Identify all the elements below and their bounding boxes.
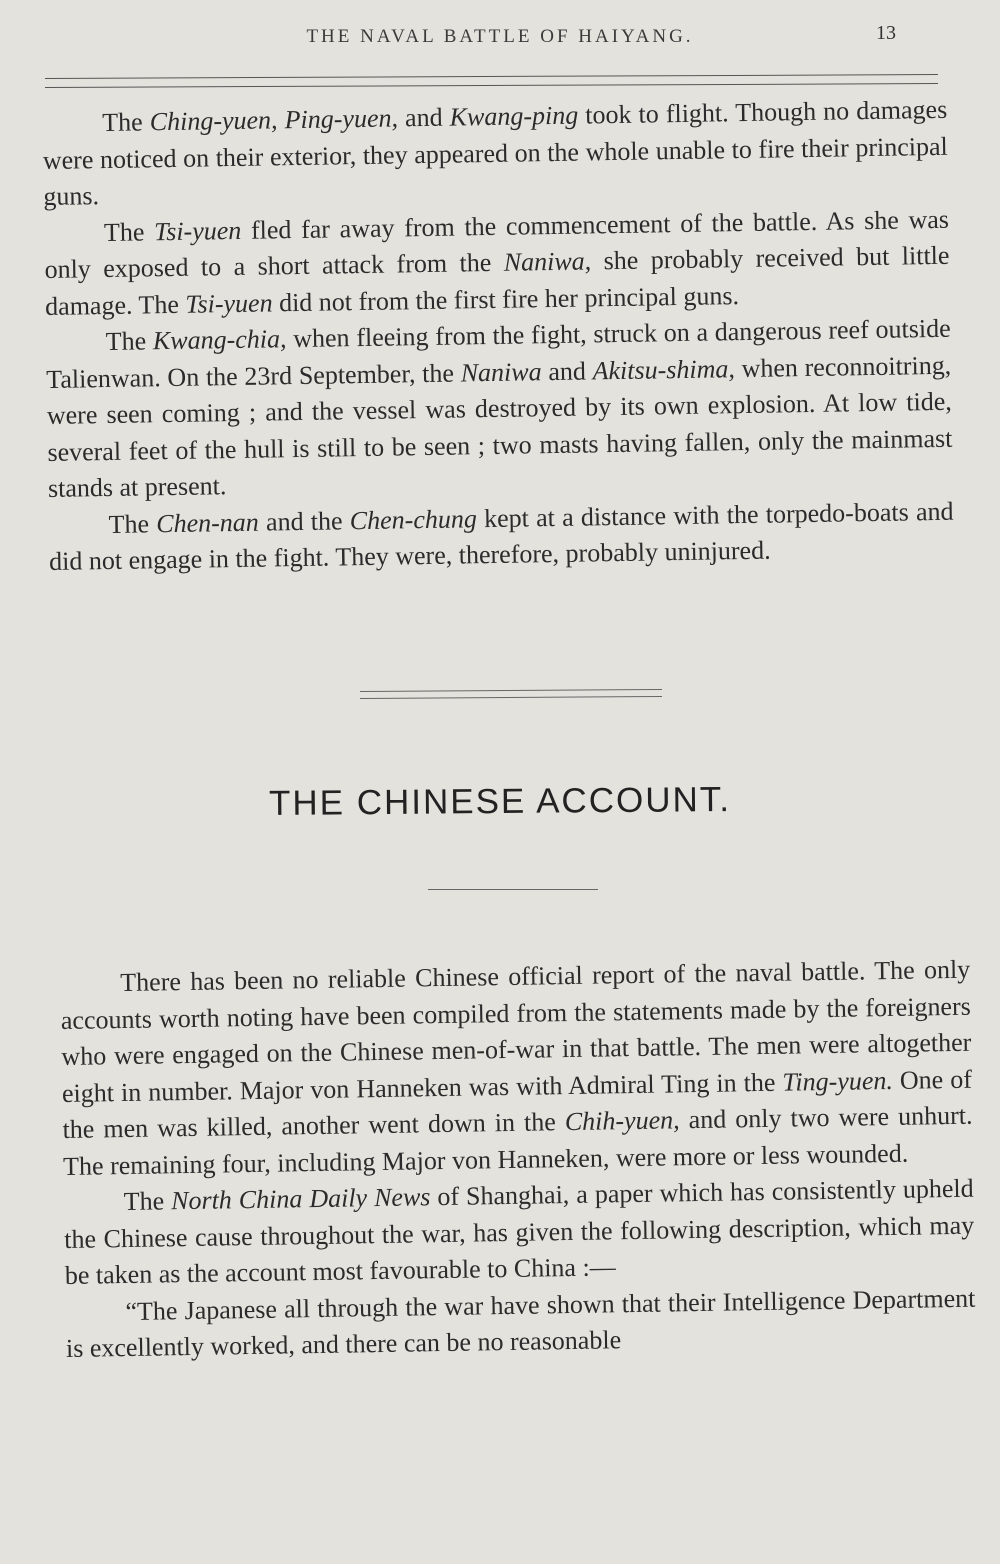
ship-name: Chen-chung — [349, 503, 478, 535]
title-underline-rule — [428, 889, 598, 890]
ship-name: Ping-yuen, — [284, 103, 399, 135]
running-title: THE NAVAL BATTLE OF HAIYANG. — [306, 26, 694, 47]
ship-name: Tsi-yuen — [185, 287, 273, 319]
page-number: 13 — [876, 22, 896, 44]
ship-name: Kwang-ping — [449, 100, 579, 132]
ship-name: Chih-yuen, — [564, 1105, 680, 1137]
ship-name: Naniwa, — [503, 246, 592, 277]
ship-name: Akitsu-shima, — [592, 353, 736, 385]
section-title: THE CHINESE ACCOUNT. — [268, 779, 732, 824]
ship-name: Ching-yuen, — [149, 105, 278, 137]
paragraph: The Chen-nan and the Chen-chung kept at a distance with the torpedo-boats and did not engage in the fight. They were, therefore, probably uninjured. — [48, 496, 954, 576]
paragraph: The North China Daily News of Shanghai, a paper which has consistently upheld the Chinese cause throughout the war, has given the following description, which may be taken as the account most favourable to China :— — [64, 1173, 975, 1290]
ship-name: Chen-nan — [156, 507, 260, 538]
ship-name: Naniwa — [460, 356, 542, 387]
header-double-rule — [45, 74, 938, 88]
paragraph: There has been no reliable Chinese official report of the naval battle. The only accounts worth noting have been compiled from the statements made by the foreigners who were engaged on the Chinese men-of-war in that battle. The men were altogether eight in number. Major von Hanneken was with Admiral Ting in the Ting-yuen. One of the men was killed, another went down in the Chih-yuen, and only two were unhurt. The remaining four, including Major von Hanneken, were more or less wounded. — [60, 954, 973, 1181]
paragraph: “The Japanese all through the war have shown that their Intelligence Department is excellently worked, and there can be no reasonable — [65, 1283, 976, 1363]
ship-name: Tsi-yuen — [153, 215, 242, 246]
ship-name: Kwang-chia, — [152, 324, 287, 356]
section-divider — [360, 689, 662, 699]
newspaper-name: North China Daily News — [170, 1182, 431, 1216]
ship-name: Ting-yuen. — [782, 1065, 894, 1097]
paragraph: The Kwang-chia, when fleeing from the fight, struck on a dangerous reef outside Talienwan. On the 23rd September, the Naniwa and Akitsu-shima, when reconnoitring, were seen coming ; and the vessel was destroyed by its own explosion. At low tide, several feet of the hull is still to be seen ; two masts having fallen, only the mainmast stands at present. — [46, 313, 953, 503]
text-block-section1 — [42, 92, 954, 581]
text-block-section2 — [60, 952, 976, 1368]
paragraph: The Ching-yuen, Ping-yuen, and Kwang-ping took to flight. Though no damages were noticed on their exterior, they appeared on the whole unable to fire their principal guns. — [42, 94, 948, 211]
paragraph: The Tsi-yuen fled far away from the commencement of the battle. As she was only exposed to a short attack from the Naniwa, she probably received but little damage. The Tsi-yuen did not from the first fire her principal guns. — [44, 204, 950, 321]
